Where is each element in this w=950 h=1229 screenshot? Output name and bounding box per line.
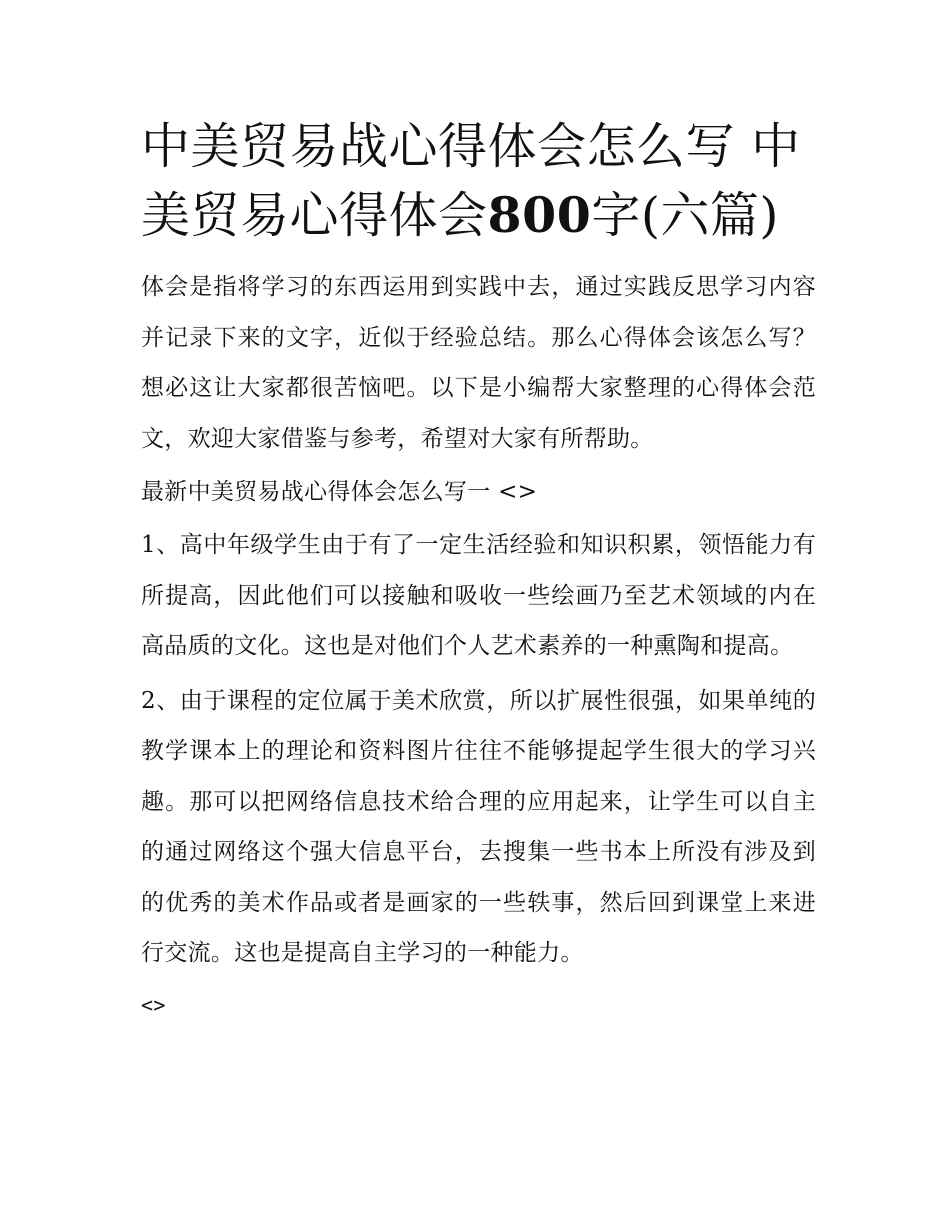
point-1-paragraph: 1、高中年级学生由于有了一定生活经验和知识积累，领悟能力有所提高，因此他们可以接触和吸收一些绘画乃至艺术领域的内在高品质的文化。这也是对他们个人艺术素养的一种熏陶和提高。 [141,532,816,659]
title-number: 800 [487,186,592,244]
document-title: 中美贸易战心得体会怎么写 中美贸易心得体会800字(六篇) [141,118,801,244]
intro-paragraph: 体会是指将学习的东西运用到实践中去，通过实践反思学习内容并记录下来的文字，近似于经验总结。那么心得体会该怎么写？想必这让大家都很苦恼吧。以下是小编帮大家整理的心得体会范文，欢迎大家借鉴与参考，希望对大家有所帮助。 [141,274,816,452]
section-heading: 最新中美贸易战心得体会怎么写一 <> [141,479,538,505]
end-marker: <> [141,992,166,1017]
document-body [141,262,816,1027]
document-page [141,112,816,1031]
point-2-paragraph: 2、由于课程的定位属于美术欣赏，所以扩展性很强，如果单纯的教学课本上的理论和资料图片往往不能够提起学生很大的学习兴趣。那可以把网络信息技术给合理的应用起来，让学生可以自主的通过网络这个强大信息平台，去搜集一些书本上所没有涉及到的优秀的美术作品或者是画家的一些轶事，然后回到课堂上来进行交流。这也是提高自主学习的一种能力。 [141,687,816,966]
